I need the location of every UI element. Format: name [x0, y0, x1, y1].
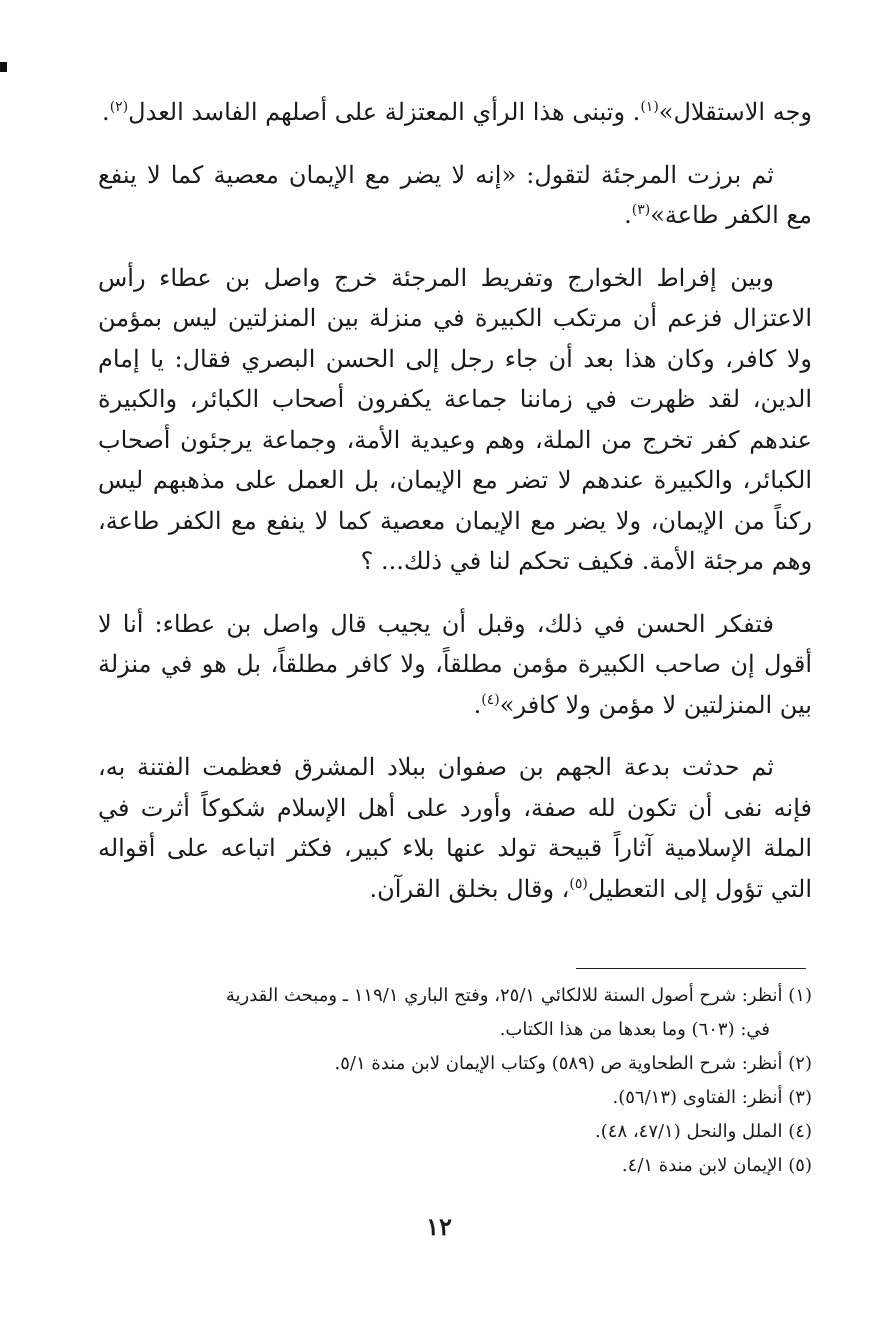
footnote-ref-2: (٢) [109, 99, 129, 115]
scan-edge-mark [0, 62, 7, 72]
footnote-5: (٥) الإيمان لابن مندة ٤/١. [621, 1155, 812, 1176]
footnote-ref-1: (١) [640, 99, 659, 115]
footnote-ref-5: (٥) [569, 875, 588, 892]
footnote-4: (٤) الملل والنحل (٤٧/١، ٤٨). [595, 1121, 812, 1142]
paragraph-2: ثم برزت المرجئة لتقول: «إنه لا يضر مع الإيمان معصية كما لا ينفع مع الكفر طاعة»$^{(٣)}$. [98, 160, 812, 229]
footnote-ref-4: (٤) [481, 691, 500, 708]
footnotes [98, 980, 812, 1184]
footnote-separator [576, 968, 806, 969]
main-text [98, 92, 812, 931]
page-number: ١٢ [426, 1212, 452, 1241]
paragraph-1: وجه الاستقلال»$^{(١)}$. وتبنى هذا الرأي المعتزلة على أصلهم الفاسد العدل$^{(٢)}$. [102, 98, 812, 126]
footnote-1: (١) أنظر: شرح أصول السنة للالكائي ٢٥/١، وفتح الباري ١١٩/١ ـ ومبحث القدرية [225, 985, 812, 1006]
footnote-3: (٣) أنظر: الفتاوى (٥٦/١٣). [612, 1087, 812, 1108]
footnote-ref-3: (٣) [631, 202, 651, 218]
footnote-1-continued: في: (٦٠٣) وما بعدها من هذا الكتاب. [499, 1019, 770, 1040]
footnote-2: (٢) أنظر: شرح الطحاوية ص (٥٨٩) وكتاب الإيمان لابن مندة ٥/١. [334, 1053, 812, 1074]
paragraph-3: وبين إفراط الخوارج وتفريط المرجئة خرج واصل بن عطاء رأس الاعتزال فزعم أن مرتكب الكبيرة في منزلة بين المنزلتين ليس بمؤمن ولا كافر، وكان هذا بعد أن جاء رجل إلى الحسن البصري فقال: يا إمام الدين، لقد ظهرت في زماننا جماعة يكفرون أصحاب الكبائر، والكبيرة عندهم كفر تخرج من الملة، وهم وعيدية الأمة، وجماعة يرجئون أصحاب الكبائر، والكبيرة عندهم لا تضر مع الإيمان، بل العمل على مذهبهم ليس ركناً من الإيمان، ولا يضر مع الإيمان معصية كما لا ينفع مع الكفر طاعة، وهم مرجئة الأمة. فكيف تحكم لنا في ذلك... ؟ [98, 263, 812, 575]
paragraph-5: ثم حدثت بدعة الجهم بن صفوان ببلاد المشرق فعظمت الفتنة به، فإنه نفى أن تكون لله صفة، وأورد على أهل الإسلام شكوكاً أثرت في الملة الإسلامية آثاراً قبيحة تولد عنها بلاء كبير، فكثر اتباعه على أقواله التي تؤول إلى التعطيل$^{(٥)}$، وقال بخلق القرآن. [98, 753, 812, 903]
paragraph-4: فتفكر الحسن في ذلك، وقبل أن يجيب قال واصل بن عطاء: أنا لا أقول إن صاحب الكبيرة مؤمن مطلقاً، ولا كافر مطلقاً، بل هو في منزلة بين المنزلتين لا مؤمن ولا كافر»$^{(٤)}$. [98, 609, 812, 719]
